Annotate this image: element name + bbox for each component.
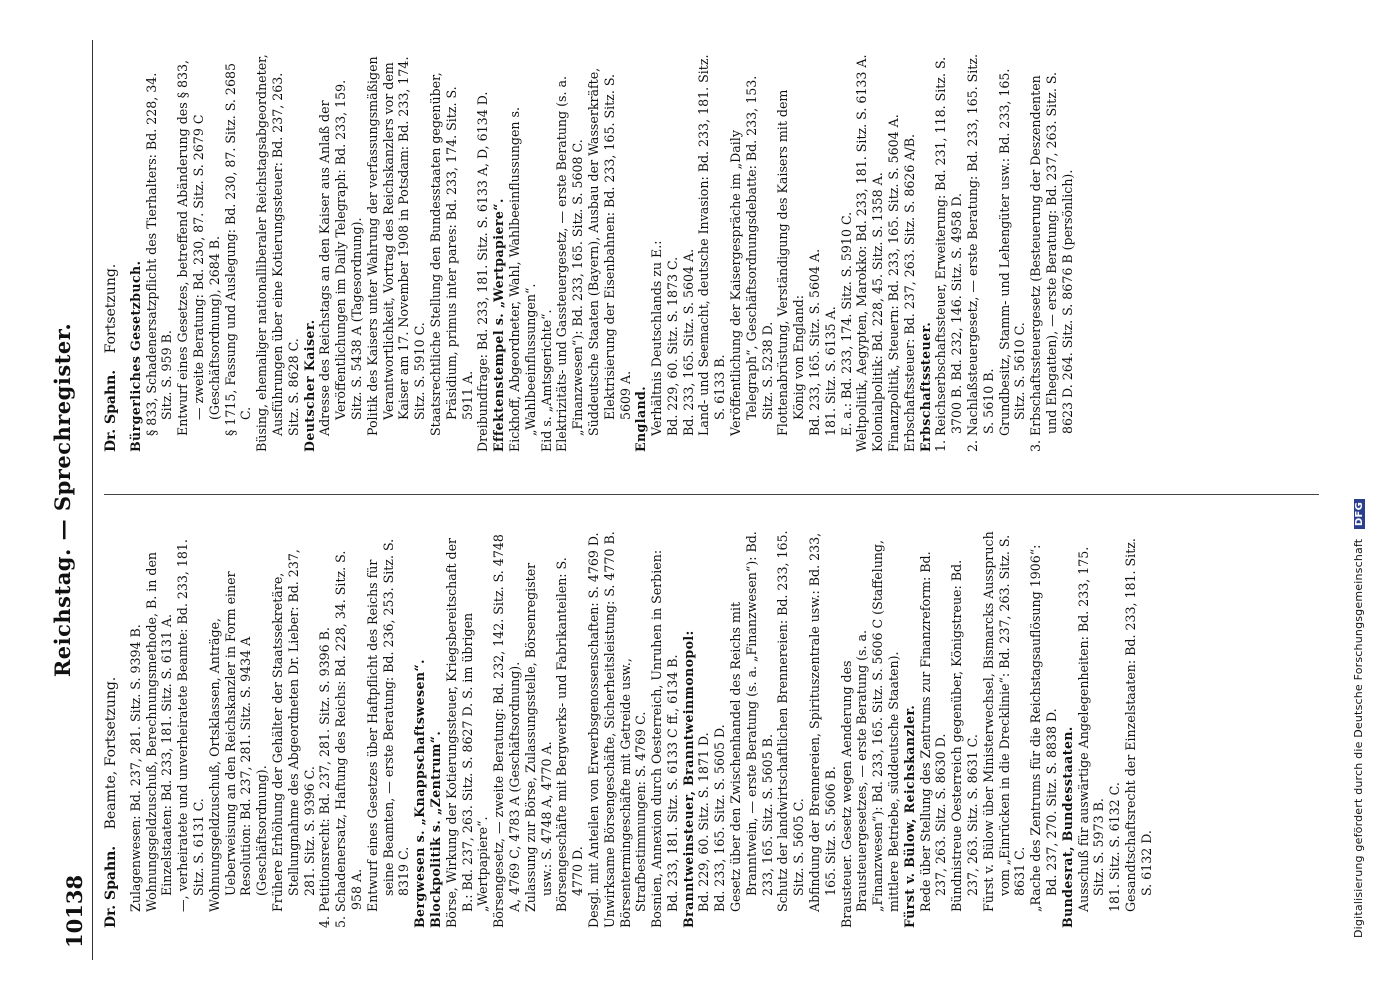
index-entry: Bd. 233, 165. Sitz. S. 5604 A. [807, 248, 823, 436]
index-entry: Entwurf eines Gesetzes, betreffend Abänderung des § 833, — zweite Beratung: Bd. 230, 87. Sitz. S. 2679 C (Geschäftsordnung), 2684 B. [175, 59, 222, 436]
index-entry: Bd. 233, 165. Sitz. S. 5604 A. [680, 248, 696, 436]
index-entry: Politik des Kaisers unter Wahrung der verfassungsmäßigen Verantwortlichkeit, Vortrag des Reichskanzlers vor dem Kaiser am 17. November 1908 in Potsdam: Bd. 233, 174. Sitz. S. 5910 C. [364, 56, 428, 436]
index-entry: Börsengesetz, — zweite Beratung: Bd. 232, 142. Sitz. S. 4748 A, 4769 C, 4783 A (Geschäftsordnung). [491, 534, 522, 928]
index-entry: Verhältnis Deutschlands zu E.: [649, 240, 665, 436]
left-entry-list [128, 528, 1155, 928]
index-entry: Schutz der landwirtschaftlichen Brennereien: Bd. 233, 165. Sitz. S. 5605 C. [775, 530, 807, 912]
index-entry: Unwirksame Börsengeschäfte, Sicherheitsleistung: S. 4770 B. [601, 531, 617, 928]
running-title: Reichstag. — Sprechregister. [50, 322, 75, 678]
index-entry: 5. Schadenersatz, Haftung des Reichs: Bd. 228, 34. Sitz. S. 958 A. [333, 550, 364, 928]
index-entry: Entwurf eines Gesetzes über Haftpflicht des Reichs für seine Beamten, — erste Beratung: Bd. 236, 253. Sitz. S. 8319 C. [364, 538, 412, 912]
left-speaker-name: Dr. Spahn. [103, 845, 119, 928]
index-entry: Bd. 233, 165. Sitz. S. 5605 D. [712, 724, 728, 912]
index-entry: Bosnien, Annexion durch Oesterreich, Unruhen in Serbien: Bd. 233, 181. Sitz. S. 6133 C ff., 6134 B. [649, 549, 680, 928]
index-entry: Börsengeschäfte mit Bergwerks- und Fabrikanteilen: S. 4770 D. [554, 557, 586, 912]
index-entry: Frühere Erhöhung der Gehälter der Staatssekretäre, Stellungnahme des Abgeordneten Dr. Lieber: Bd. 237, 281. Sitz. S. 9396 C. [269, 549, 317, 912]
page-number: 10138 [62, 874, 87, 948]
column-divider [104, 494, 1319, 495]
right-column [104, 52, 1076, 452]
index-entry: Flottenabrüstung, Verständigung des Kaisers mit dem König von England: [775, 89, 807, 436]
index-entry: Grundbesitz, Stamm- und Lehengüter usw.: Bd. 233, 165. Sitz. S. 5610 C. [996, 68, 1028, 436]
page-header [0, 0, 100, 1000]
left-column-heading [104, 528, 120, 928]
index-entry: Bündnistreue Oesterreich gegenüber, Königstreue: Bd. 237, 263. Sitz. S. 8631 C. [949, 559, 981, 912]
index-entry: Wohnungsgeldzuschuß, Berechnungsmethode, B. in den Einzelstaaten: Bd. 233, 181. Sitz. S. 6131 A. [143, 551, 175, 912]
index-entry: Veröffentlichung der Kaisergespräche im „Daily Telegraph“, Geschäftsordnungsdebatte: Bd. 233, 153. Sitz. S. 5238 D. [728, 75, 775, 436]
index-entry: Staatsrechtliche Stellung den Bundesstaaten gegenüber, Präsidium, primus inter pares: Bd. 233, 174. Sitz. S. 5911 A. [427, 72, 475, 436]
index-entry: Zulassung zur Börse, Zulassungsstelle, Börsenregister usw.: S. 4748 A, 4770 A. [522, 562, 554, 912]
right-entry-list [128, 52, 1076, 452]
index-entry: Börsentermingeschäfte mit Getreide usw., Strafbestimmungen: S. 4769 C. [617, 658, 649, 928]
index-entry: 181. Sitz. S. 6135 A. [822, 306, 838, 436]
index-entry: Dreibundfrage: Bd. 233, 181. Sitz. S. 6133 A, D, 6134 D. [475, 91, 491, 452]
index-entry: E. a.: Bd. 233, 174. Sitz. S. 5910 C. [838, 211, 854, 436]
index-heading: Erbschaftssteuer. [917, 321, 933, 452]
index-entry: Bd. 229, 60. Sitz. S. 1873 C. [664, 256, 680, 436]
index-entry: 3. Erbschaftssteuergesetz (Besteuerung der Deszendenten und Ehegatten), — erste Beratung: Bd. 237, 263. Sitz. S. 8623 D. 264. Sitz. S. 8676 B (persönlich). [1028, 71, 1075, 452]
index-entry: Eickhoff, Abgeordneter, Wahl, Wahlbeeinflussungen s. „Wahlbeeinflussungen“. [506, 106, 538, 452]
index-heading: Deutscher Kaiser. [301, 319, 317, 452]
header-rule [92, 40, 93, 960]
index-entry: Land- und Seemacht, deutsche Invasion: Bd. 233, 181. Sitz. S. 6133 B. [696, 54, 728, 436]
index-entry: Rede über Stellung des Zentrums zur Finanzreform: Bd. 237, 263. Sitz. S. 8630 D. [917, 551, 949, 912]
index-entry: Bd. 229, 60. Sitz. S. 1871 D. [696, 732, 712, 912]
index-entry: Weltpolitik, Aegypten, Marokko: Bd. 233, 181. Sitz. S. 6133 A. [854, 54, 870, 452]
index-entry: 181. Sitz. S. 6132 C. [1107, 782, 1123, 912]
index-entry: 1. Reichserbschaftssteuer, Erweiterung: Bd. 231, 118. Sitz. S. 3700 B. Bd. 232, 146. Sitz. S. 4958 D. [933, 56, 965, 452]
index-entry: Büsing, ehemaliger nationalliberaler Reichstagsabgeordneter, Ausführungen über eine Kotierungssteuer: Bd. 237, 263. Sitz. S. 8628 C. [254, 54, 301, 452]
index-heading: Bundesrat, Bundesstaaten. [1059, 726, 1075, 928]
index-entry: Brausteuer. Gesetz wegen Aenderung des Brausteuergesetzes, — erste Beratung (s. a. „Finanzwesen“): Bd. 233, 165. Sitz. S. 5606 C (Staffelung, mittlere Betriebe, süddeutsche Staaten). [838, 540, 902, 928]
index-heading: England. [633, 385, 649, 452]
index-heading: Fürst v. Bülow, Reichskanzler. [901, 704, 917, 928]
index-entry: Fürst v. Bülow über Ministerwechsel, Bismarcks Ausspruch vom „Einrücken in die Drecklinie“: Bd. 237, 263. Sitz. S. 8631 C. [980, 531, 1028, 912]
index-heading: Branntweinsteuer, Branntweinmonopol: [680, 630, 696, 928]
index-entry: Süddeutsche Staaten (Bayern), Ausbau der Wasserkräfte, Elektrisierung der Eisenbahnen: Bd. 233, 165. Sitz. S. 5609 A. [585, 67, 633, 436]
index-entry: „Rache des Zentrums für die Reichstagsauflösung 1906“: Bd. 237, 270. Sitz. S. 8838 D. [1028, 544, 1060, 912]
index-entry: Kolonialpolitik: Bd. 228, 45. Sitz. S. 1358 A. [870, 172, 886, 452]
right-column-subtitle: Fortsetzung. [103, 263, 119, 354]
index-entry: Börse, Wirkung der Kotierungssteuer, Kriegsbereitschaft der B.: Bd. 237, 263. Sitz. S. 8627 D. S. im übrigen „Wertpapiere“. [443, 537, 491, 928]
index-entry: Ausschuß für auswärtige Angelegenheiten: Bd. 233, 175. Sitz. S. 5973 B. [1075, 546, 1107, 912]
index-entry: Adresse des Reichstags an den Kaiser aus Anlaß der Veröffentlichungen im Daily Telegraph: Bd. 233, 159. Sitz. S. 5438 A (Tagesordnung). [317, 79, 364, 436]
left-column [104, 528, 1155, 928]
right-column-heading [104, 52, 120, 452]
index-entry: Eid s. „Amtsgerichte“. [538, 309, 554, 452]
index-entry: 4. Petitionsrecht: Bd. 237, 281. Sitz. S. 9396 B. [317, 627, 333, 928]
index-entry: Gesetz über den Zwischenhandel des Reichs mit Branntwein, — erste Beratung (s. a. „Finanzwesen“): Bd. 233, 165. Sitz. S. 5605 B. [728, 531, 775, 912]
index-entry: Zulagenwesen: Bd. 237, 281. Sitz. S. 9394 B. [127, 624, 143, 912]
index-entry: 2. Nachlaßsteuergesetz, — erste Beratung: Bd. 233, 165. Sitz. S. 5610 B. [965, 54, 996, 452]
index-entry: —, verheiratete und unverheiratete Beamte: Bd. 233, 181. Sitz. S. 6131 C. [175, 539, 206, 912]
digitization-note [1352, 58, 1365, 938]
left-column-subtitle: Beamte, Fortsetzung. [103, 676, 119, 830]
index-entry: Abfindung der Brennereien, Spirituszentrale usw.: Bd. 233, 165. Sitz. S. 5606 B. [807, 532, 838, 912]
index-entry: Elektrizitäts- und Gassteuergesetz, — erste Beratung (s. a. „Finanzwesen“): Bd. 233, 165. Sitz. S. 5608 C. [554, 76, 586, 452]
index-entry: § 1715, Fassung und Auslegung: Bd. 230, 87. Sitz. S. 2685 C. [222, 63, 254, 436]
index-entry: Erbschaftssteuer: Bd. 237, 263. Sitz. S. 8626 A/B. [901, 133, 917, 452]
index-heading: Effektenstempel s. „Wertpapiere“. [491, 198, 507, 452]
right-speaker-name: Dr. Spahn. [103, 369, 119, 452]
index-entry: Gesandtschaftsrecht der Einzelstaaten: Bd. 233, 181. Sitz. S. 6132 D. [1123, 538, 1154, 912]
index-entry: Desgl. mit Anteilen von Erwerbsgenossenschaften: S. 4769 D. [585, 532, 601, 928]
index-entry: Finanzpolitik, Steuern: Bd. 233, 165. Sitz. S. 5604 A. [886, 114, 902, 452]
dfg-logo: DFG [1354, 499, 1365, 529]
index-heading: Blockpolitik s. „Zentrum“. [427, 730, 443, 928]
index-heading: Bürgerliches Gesetzbuch. [127, 260, 143, 452]
index-entry: § 833, Schadenersatzpflicht des Tierhalters: Bd. 228, 34. Sitz. S. 959 B. [143, 72, 175, 436]
index-entry: Wohnungsgeldzuschuß, Ortsklassen, Anträge, Ueberweisung an den Reichskanzler in Form einer Resolution: Bd. 237, 281. Sitz. S. 9434 A (Geschäftsordnung). [206, 571, 270, 912]
digitization-text: Digitalisierung gefördert durch die Deutsche Forschungsgemeinschaft [1352, 538, 1365, 938]
index-heading: Bergwesen s. „Knappschaftswesen“. [412, 659, 428, 928]
